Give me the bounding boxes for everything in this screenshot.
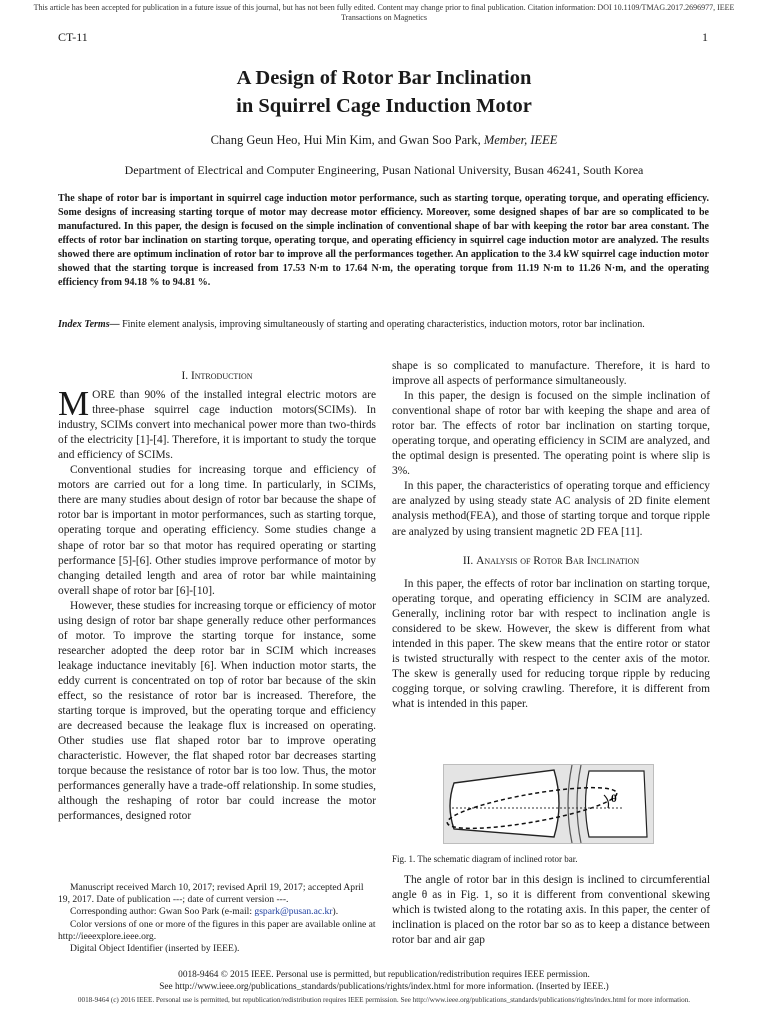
abstract: The shape of rotor bar is important in squirrel cage induction motor performance, such as starting torque, operating torque, and operating efficiency. Some designs of increasing starting torque of motor may decrease motor efficiency. Moreover, some designed shapes of bar are so complicated to be manufactured. In this paper, the design is focused on the simple inclination of conventional shape of bar with keeping the rotor bar area constant. The effects of rotor bar inclination on starting torque, operating torque, and operating efficiency in squirrel cage induction motor are analyzed. The results showed there are optimum inclination of rotor bar to improve all the performances together. An application to the 3.4 kW squirrel cage induction motor showed that the starting torque is increased from 17.53 N·m to 17.64 N·m, the operating torque from 11.19 N·m to 11.26 N·m, and the operating efficiency from 94.18 % to 94.81 %. [58, 193, 709, 288]
intro-paragraph-4: In this paper, the design is focused on the simple inclination of conventional shape of rotor bar with keeping the shape and area of rotor bar. The effects of rotor bar inclination on starting torque, operating torque, and operating efficiency in SCIM are analyzed, and the optimal design is presented. The operating point is where slip is 3%. [392, 390, 710, 478]
intro-paragraph-1: MORE than 90% of the installed integral electric motors are three-phase squirrel cage induction motors(SCIMs). In industry, SCIMs convert into mechanical power more than two-thirds of the electricity [1]-[4]. Therefore, it is important to study the torque and efficiency of SCIMs. [58, 384, 376, 462]
footnote-doi: Digital Object Identifier (inserted by IEEE). [70, 943, 240, 955]
intro-continuation: shape is so complicated to manufacture. Therefore, it is hard to improve all aspects of performance simultaneously. [392, 360, 710, 388]
index-terms-text: Finite element analysis, improving simultaneously of starting and operating characteristics, induction motors, rotor bar inclination. [119, 319, 645, 330]
figure-caption: Fig. 1. The schematic diagram of inclined rotor bar. [392, 854, 578, 864]
analysis-paragraph-1: In this paper, the effects of rotor bar inclination on starting torque, operating torque, and operating efficiency in SCIM are analyzed. Generally, inclining rotor bar with respect to inclination angle is considered to be skew. However, the skew is different from what intended in this paper. The skew means that the entire rotor or stator is twisted structurally with respect to the center axis of the motor. The skew is generally used for reducing torque ripple by reducing cogging torque, or solving crawling. Therefore, it is different from what is intended in this paper. [392, 577, 710, 710]
right-column [392, 359, 710, 712]
footnote-corresponding: Corresponding author: Gwan Soo Park (e-mail: gspark@pusan.ac.kr). [70, 906, 339, 918]
footnote [58, 882, 376, 955]
section-2-title: Analysis of Rotor Bar Inclination [476, 554, 640, 567]
index-terms-label: Index Terms— [58, 319, 120, 330]
publication-notice: This article has been accepted for publication in a future issue of this journal, but has not been fully edited. Content may change prior to final publication. Citation information: DOI 10.1109/TMAG.2017.2696977, IEEE Transactions on Magnetics [33, 3, 735, 22]
title-line-2: in Squirrel Cage Induction Motor [236, 95, 532, 117]
intro-paragraph-2: Conventional studies for increasing torque and efficiency of motors are carried out for a long time. In particularly, in SCIMs, there are many studies about design of rotor bar because the shape of rotor bar is important in motor performances, such as starting torque, operating torque and operating efficiency. Some studies change a shape of rotor bar so that motor has required operating or starting performance [5]-[6]. Other studies improve performance of motor by changing detailed length and area of rotor bar while maintaining overall shape of rotor bar [6]-[10]. [58, 464, 376, 597]
drop-cap: M [58, 384, 90, 424]
paper-code: CT-11 [58, 30, 88, 44]
rotor-bar-diagram [444, 765, 653, 843]
bottom-rights-notice: 0018-9464 (c) 2016 IEEE. Personal use is permitted, but republication/redistribution requires IEEE permission. See http://www.ieee.org/publications_standards/publications/rights/index.html for more information. [77, 996, 691, 1004]
rotor-bar-figure [443, 764, 654, 844]
analysis-paragraph-2-block [392, 873, 710, 948]
author-list [0, 133, 768, 148]
author-role: Member, IEEE [483, 133, 558, 147]
angle-theta-label: θ [611, 793, 617, 805]
section-1-heading: I. Introduction [181, 370, 253, 382]
intro-paragraph-5: In this paper, the characteristics of operating torque and efficiency are analyzed by using steady state AC analysis of 2D finite element analysis method(FEA), and those of starting torque and torque ripple are analyzed by using transient magnetic 2D FEA [11]. [392, 480, 710, 538]
page-number: 1 [702, 30, 708, 44]
author-names: Chang Geun Heo, Hui Min Kim, and Gwan Soo Park, [210, 133, 481, 147]
analysis-paragraph-2: The angle of rotor bar in this design is inclined to circumferential angle θ as in Fig. 1, so it is different from conventional skewing which is twisted along to the rotating axis. In this paper, the center of inclination is placed on the rotor bar so as to keep a distance between rotor bar and air gap [392, 874, 710, 947]
index-terms [58, 318, 709, 332]
title-line-1: A Design of Rotor Bar Inclination [236, 67, 532, 89]
footnote-received: Manuscript received March 10, 2017; revised April 19, 2017; accepted April 19, 2017. Date of publication ---; date of current version ---. [58, 882, 364, 906]
footnote-color-versions: Color versions of one or more of the figures in this paper are available online at http://ieeexplore.ieee.org. [58, 918, 376, 942]
copyright-line-1: 0018-9464 © 2015 IEEE. Personal use is permitted, but republication/redistribution requires IEEE permission. [178, 970, 590, 980]
copyright-footer [30, 970, 738, 993]
affiliation: Department of Electrical and Computer Engineering, Pusan National University, Busan 46241, South Korea [124, 163, 644, 177]
section-1-title: Introduction [190, 370, 253, 382]
left-column [58, 369, 376, 824]
author-email-link[interactable]: gspark@pusan.ac.kr [254, 906, 333, 918]
copyright-line-2: See http://www.ieee.org/publications_standards/publications/rights/index.html for more information. (Inserted by IEEE.) [159, 981, 609, 992]
paper-title [0, 64, 768, 120]
section-2-heading: II. Analysis of Rotor Bar Inclination [462, 554, 640, 567]
intro-paragraph-3: However, these studies for increasing torque or efficiency of motor using design of rotor bar shape generally reduce other performances of motor. To improve the starting torque for instance, some researcher adopted the deep rotor bar in SCIM which increases leakage inductance inevitably [6]. When induction motor starts, the eddy current is concentrated on top of rotor bar because of the skin effect, so the resistance of rotor bar is increased. Therefore, the starting torque is improved, but the operating torque and efficiency are decreased because the leakage flux is increased on operating. Other studies use flat shaped rotor bar to improve operating characteristic. However, the flat shaped rotor bar decreases starting torque because the resistance of rotor bar is too low. Thus, the motor performances generally have a trade-off relationship. In some studies, although the reshaping of rotor bar could increase the motor performances, designed rotor [58, 599, 376, 823]
